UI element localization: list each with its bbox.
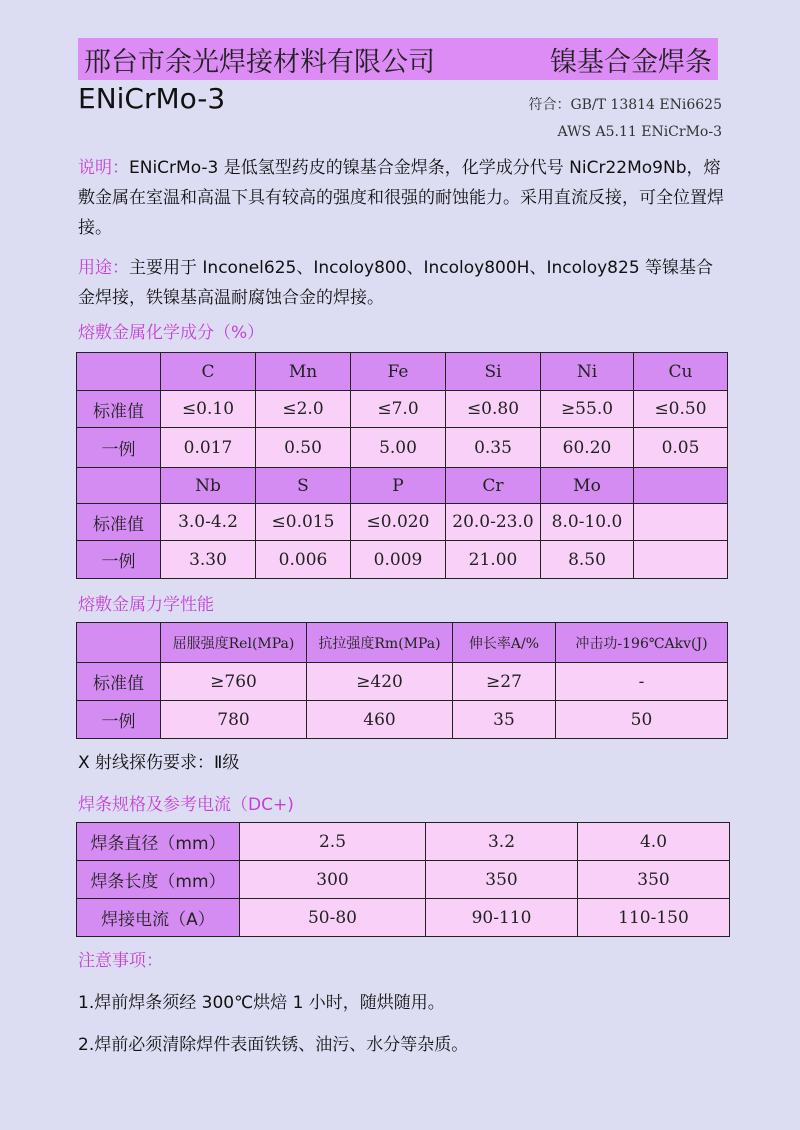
- spec-value-cell: 4.0: [578, 823, 730, 861]
- chem-header-cell: S: [256, 468, 351, 504]
- spec-row: [77, 823, 730, 861]
- chem-value-cell: ≤0.50: [634, 391, 728, 428]
- mech-header-row: [77, 623, 728, 663]
- chem-value-cell: 5.00: [351, 428, 446, 468]
- usage-text: 主要用于 Inconel625、Incoloy800、Incoloy800H、Incoloy825 等镍基合金焊接，铁镍基高温耐腐蚀合金的焊接。: [78, 258, 714, 308]
- mech-standard-row: [77, 663, 728, 701]
- chem-title: 熔敷金属化学成分（%）: [78, 323, 265, 343]
- mech-value-cell: 35: [453, 701, 556, 739]
- chem-header-cell: C: [161, 353, 256, 391]
- chem-table: [76, 352, 728, 579]
- chem-value-cell: ≤7.0: [351, 391, 446, 428]
- spec-value-cell: 90-110: [426, 899, 578, 937]
- mech-table: [76, 622, 728, 739]
- chem-header-cell: Fe: [351, 353, 446, 391]
- chem-corner-cell-1: [77, 353, 161, 391]
- mech-header-cell: 伸长率A/%: [453, 623, 556, 663]
- mech-value-cell: 780: [161, 701, 307, 739]
- chem-value-cell: ≥55.0: [541, 391, 634, 428]
- chem-value-cell: 8.50: [541, 541, 634, 579]
- row-label-standard: 标准值: [77, 663, 161, 701]
- chem-header-cell: Cr: [446, 468, 541, 504]
- chem-value-cell-empty: [634, 541, 728, 579]
- chem-value-cell: 0.017: [161, 428, 256, 468]
- chem-header-cell-empty: [634, 468, 728, 504]
- chem-header-cell: P: [351, 468, 446, 504]
- mech-value-cell: ≥760: [161, 663, 307, 701]
- chem-header-cell: Mn: [256, 353, 351, 391]
- row-label-example: 一例: [77, 541, 161, 579]
- chem-value-cell: ≤2.0: [256, 391, 351, 428]
- chem-header-cell: Ni: [541, 353, 634, 391]
- chem-value-cell: 0.35: [446, 428, 541, 468]
- notes-title: 注意事项：: [78, 951, 163, 971]
- spec-row: [77, 861, 730, 899]
- mech-title: 熔敷金属力学性能: [78, 595, 214, 615]
- spec-value-cell: 350: [426, 861, 578, 899]
- chem-standard-row-2: [77, 504, 728, 541]
- spec-value-cell: 110-150: [578, 899, 730, 937]
- row-label-standard: 标准值: [77, 504, 161, 541]
- chem-value-cell: ≤0.80: [446, 391, 541, 428]
- standard-line-2: AWS A5.11 ENiCrMo-3: [557, 124, 722, 140]
- product-category: 镍基合金焊条: [550, 46, 712, 78]
- chem-value-cell: 3.0-4.2: [161, 504, 256, 541]
- mech-example-row: [77, 701, 728, 739]
- row-label-example: 一例: [77, 701, 161, 739]
- note-item-1: 1.焊前焊条须经 300℃烘焙 1 小时，随烘随用。: [78, 993, 445, 1013]
- chem-example-row-1: [77, 428, 728, 468]
- usage-paragraph: [78, 253, 728, 313]
- mech-value-cell: 50: [556, 701, 728, 739]
- chem-header-cell: Nb: [161, 468, 256, 504]
- description-paragraph: [78, 153, 728, 243]
- chem-value-cell-empty: [634, 504, 728, 541]
- chem-header-cell: Mo: [541, 468, 634, 504]
- spec-row-label: 焊接电流（A）: [77, 899, 240, 937]
- company-name: 邢台市余光焊接材料有限公司: [84, 46, 435, 78]
- mech-corner-cell: [77, 623, 161, 663]
- chem-header-row-2: [77, 468, 728, 504]
- spec-row-label: 焊条长度（mm）: [77, 861, 240, 899]
- chem-value-cell: 20.0-23.0: [446, 504, 541, 541]
- chem-value-cell: 0.006: [256, 541, 351, 579]
- spec-row: [77, 899, 730, 937]
- chem-header-cell: Si: [446, 353, 541, 391]
- chem-header-cell: Cu: [634, 353, 728, 391]
- mech-header-cell: 抗拉强度Rm(MPa): [307, 623, 453, 663]
- chem-example-row-2: [77, 541, 728, 579]
- chem-value-cell: 0.05: [634, 428, 728, 468]
- chem-value-cell: 0.50: [256, 428, 351, 468]
- chem-value-cell: 21.00: [446, 541, 541, 579]
- chem-value-cell: ≤0.015: [256, 504, 351, 541]
- standard-line-1: 符合：GB/T 13814 ENi6625: [528, 97, 722, 113]
- chem-header-row-1: [77, 353, 728, 391]
- mech-value-cell: -: [556, 663, 728, 701]
- spec-title: 焊条规格及参考电流（DC+): [78, 795, 294, 815]
- chem-value-cell: ≤0.10: [161, 391, 256, 428]
- mech-header-cell: 屈服强度Rel(MPa): [161, 623, 307, 663]
- mech-value-cell: ≥420: [307, 663, 453, 701]
- note-item-2: 2.焊前必须清除焊件表面铁锈、油污、水分等杂质。: [78, 1035, 469, 1055]
- spec-value-cell: 2.5: [240, 823, 426, 861]
- chem-value-cell: ≤0.020: [351, 504, 446, 541]
- description-text: ENiCrMo-3 是低氢型药皮的镍基合金焊条，化学成分代号 NiCr22Mo9Nb，熔敷金属在室温和高温下具有较高的强度和很强的耐蚀能力。采用直流反接，可全位置焊接。: [78, 158, 724, 238]
- chem-value-cell: 8.0-10.0: [541, 504, 634, 541]
- spec-value-cell: 350: [578, 861, 730, 899]
- chem-standard-row-1: [77, 391, 728, 428]
- header-bar: [78, 38, 718, 80]
- model-code: ENiCrMo-3: [78, 82, 226, 115]
- chem-value-cell: 0.009: [351, 541, 446, 579]
- description-label: 说明：: [78, 158, 129, 178]
- xray-requirement: X 射线探伤要求：Ⅱ级: [78, 753, 240, 773]
- chem-value-cell: 3.30: [161, 541, 256, 579]
- chem-value-cell: 60.20: [541, 428, 634, 468]
- spec-table: [76, 822, 730, 937]
- mech-value-cell: 460: [307, 701, 453, 739]
- usage-label: 用途：: [78, 258, 129, 278]
- row-label-standard: 标准值: [77, 391, 161, 428]
- spec-row-label: 焊条直径（mm）: [77, 823, 240, 861]
- mech-value-cell: ≥27: [453, 663, 556, 701]
- chem-corner-cell-2: [77, 468, 161, 504]
- spec-value-cell: 300: [240, 861, 426, 899]
- spec-value-cell: 50-80: [240, 899, 426, 937]
- row-label-example: 一例: [77, 428, 161, 468]
- spec-value-cell: 3.2: [426, 823, 578, 861]
- mech-header-cell: 冲击功-196℃Akv(J): [556, 623, 728, 663]
